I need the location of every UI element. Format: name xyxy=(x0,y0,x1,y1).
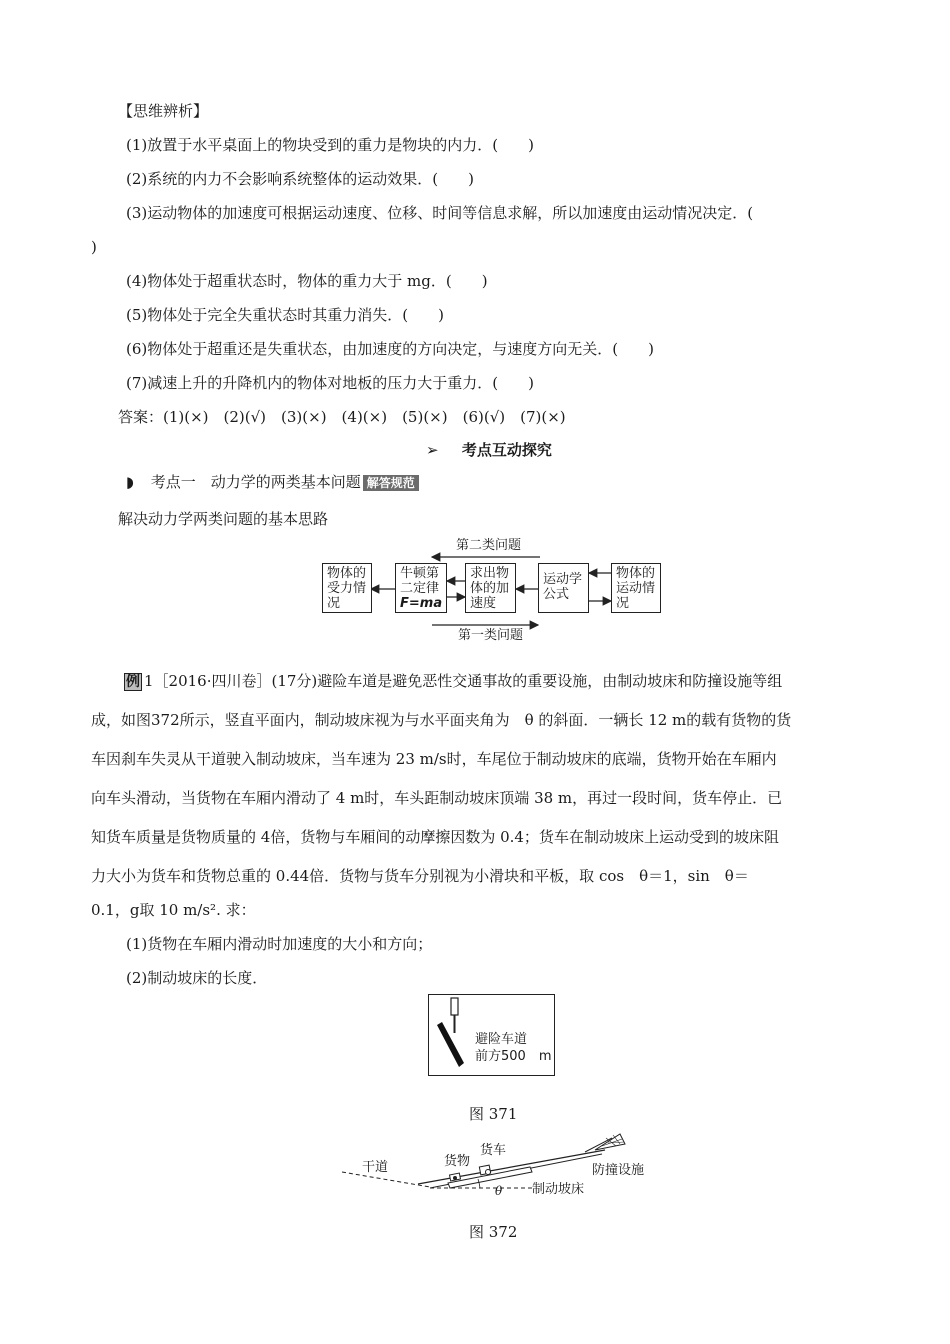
flow-box-acceleration xyxy=(465,563,516,613)
flow-box-acceleration-line3: 速度 xyxy=(470,596,497,611)
question-1: (1)放置于水平桌面上的物块受到的重力是物块的内力．( ) xyxy=(126,136,534,154)
example-line-6: 力大小为货车和货物总重的 0.44倍．货物与货车分别视为小滑块和平板，取 cos θ＝1，sin θ＝ xyxy=(91,867,749,885)
sign-line-1: 避险车道 xyxy=(475,1032,528,1047)
flow-bottom-label: 第一类问题 xyxy=(458,628,524,643)
label-main-road: 干道 xyxy=(362,1160,389,1175)
label-slope: 制动坡床 xyxy=(532,1182,585,1197)
label-theta: θ xyxy=(495,1184,503,1198)
flow-box-newton-line1: 牛顿第 xyxy=(400,566,440,581)
flow-box-force-line1: 物体的 xyxy=(327,566,367,581)
intro-text: 解决动力学两类问题的基本思路 xyxy=(118,510,329,528)
flow-box-motion xyxy=(611,563,661,613)
flow-box-motion-line3: 况 xyxy=(616,596,630,611)
bullet-icon: ◗ xyxy=(126,473,134,491)
solution-badge: 解答规范 xyxy=(363,475,419,491)
flow-box-newton-line2: 二定律 xyxy=(400,581,440,596)
sign-line-2: 前方500 m xyxy=(475,1049,552,1064)
flow-box-motion-line1: 物体的 xyxy=(616,566,656,581)
flow-top-label: 第二类问题 xyxy=(456,538,522,553)
flow-diagram-arrows xyxy=(0,0,950,660)
figure-372-caption: 图 372 xyxy=(469,1223,518,1241)
example-line-2: 成，如图372所示，竖直平面内，制动坡床视为与水平面夹角为 θ 的斜面．一辆长 12 m的载有货物的货 xyxy=(91,711,792,729)
label-truck: 货车 xyxy=(480,1143,507,1158)
example-line-1 xyxy=(124,671,782,691)
flow-box-acceleration-line1: 求出物 xyxy=(470,566,510,581)
flow-box-force-line3: 况 xyxy=(327,596,341,611)
answer-line: 答案：(1)(×) (2)(√) (3)(×) (4)(×) (5)(×) (6)(√) (7)(×) xyxy=(118,408,566,426)
example-line-4: 向车头滑动，当货物在车厢内滑动了 4 m时，车头距制动坡床顶端 38 m，再过一段时间，货车停止．已 xyxy=(91,789,783,807)
example-question-1: (1)货物在车厢内滑动时加速度的大小和方向； xyxy=(126,935,433,953)
label-barrier: 防撞设施 xyxy=(592,1163,645,1178)
example-line-5: 知货车质量是货物质量的 4倍，货物与车厢间的动摩擦因数为 0.4；货车在制动坡床上运动受到的坡床阻 xyxy=(91,828,779,846)
section-heading-thinking: 【思维辨析】 xyxy=(118,102,209,120)
flow-box-newton-formula: F=ma xyxy=(400,596,443,611)
example-line-7: 0.1，g取 10 m/s². 求： xyxy=(91,901,256,919)
flow-box-motion-line2: 运动情 xyxy=(616,581,656,596)
figure-371-caption: 图 371 xyxy=(469,1105,518,1123)
flow-box-kinematics xyxy=(538,563,589,613)
question-4: (4)物体处于超重状态时，物体的重力大于 mg．( ) xyxy=(126,272,488,290)
example-badge: 例 xyxy=(126,674,140,690)
flow-box-acceleration-line2: 体的加 xyxy=(470,581,510,596)
flow-box-force-line2: 受力情 xyxy=(327,581,367,596)
question-7: (7)减速上升的升降机内的物体对地板的压力大于重力．( ) xyxy=(126,374,534,392)
flow-box-force xyxy=(322,563,372,613)
flow-box-kinematics-line2: 公式 xyxy=(543,587,570,602)
question-2: (2)系统的内力不会影响系统整体的运动效果．( ) xyxy=(126,170,474,188)
sign-text xyxy=(475,1031,551,1065)
topic-title: 考点一 动力学的两类基本问题 xyxy=(150,473,361,491)
arrow-icon: ➢ xyxy=(426,441,439,459)
question-5: (5)物体处于完全失重状态时其重力消失．( ) xyxy=(126,306,444,324)
flow-box-kinematics-line1: 运动学 xyxy=(543,572,583,587)
example-line-3: 车因刹车失灵从干道驶入制动坡床，当车速为 23 m/s时，车尾位于制动坡床的底端，货物开始在车厢内 xyxy=(91,750,777,768)
question-3: (3)运动物体的加速度可根据运动速度、位移、时间等信息求解，所以加速度由运动情况决定．( xyxy=(126,204,754,222)
figure-371-sign xyxy=(428,994,555,1076)
label-cargo: 货物 xyxy=(444,1154,471,1169)
flow-box-newton xyxy=(395,563,447,613)
question-3-continuation: ) xyxy=(91,238,97,256)
example-question-2: (2)制动坡床的长度． xyxy=(126,969,268,987)
example-text-1: 1［2016·四川卷］(17分)避险车道是避免恶性交通事故的重要设施，由制动坡床和防撞设施等组 xyxy=(144,672,783,690)
section-title-text: 考点互动探究 xyxy=(461,441,552,459)
question-6: (6)物体处于超重还是失重状态，由加速度的方向决定，与速度方向无关．( ) xyxy=(126,340,654,358)
